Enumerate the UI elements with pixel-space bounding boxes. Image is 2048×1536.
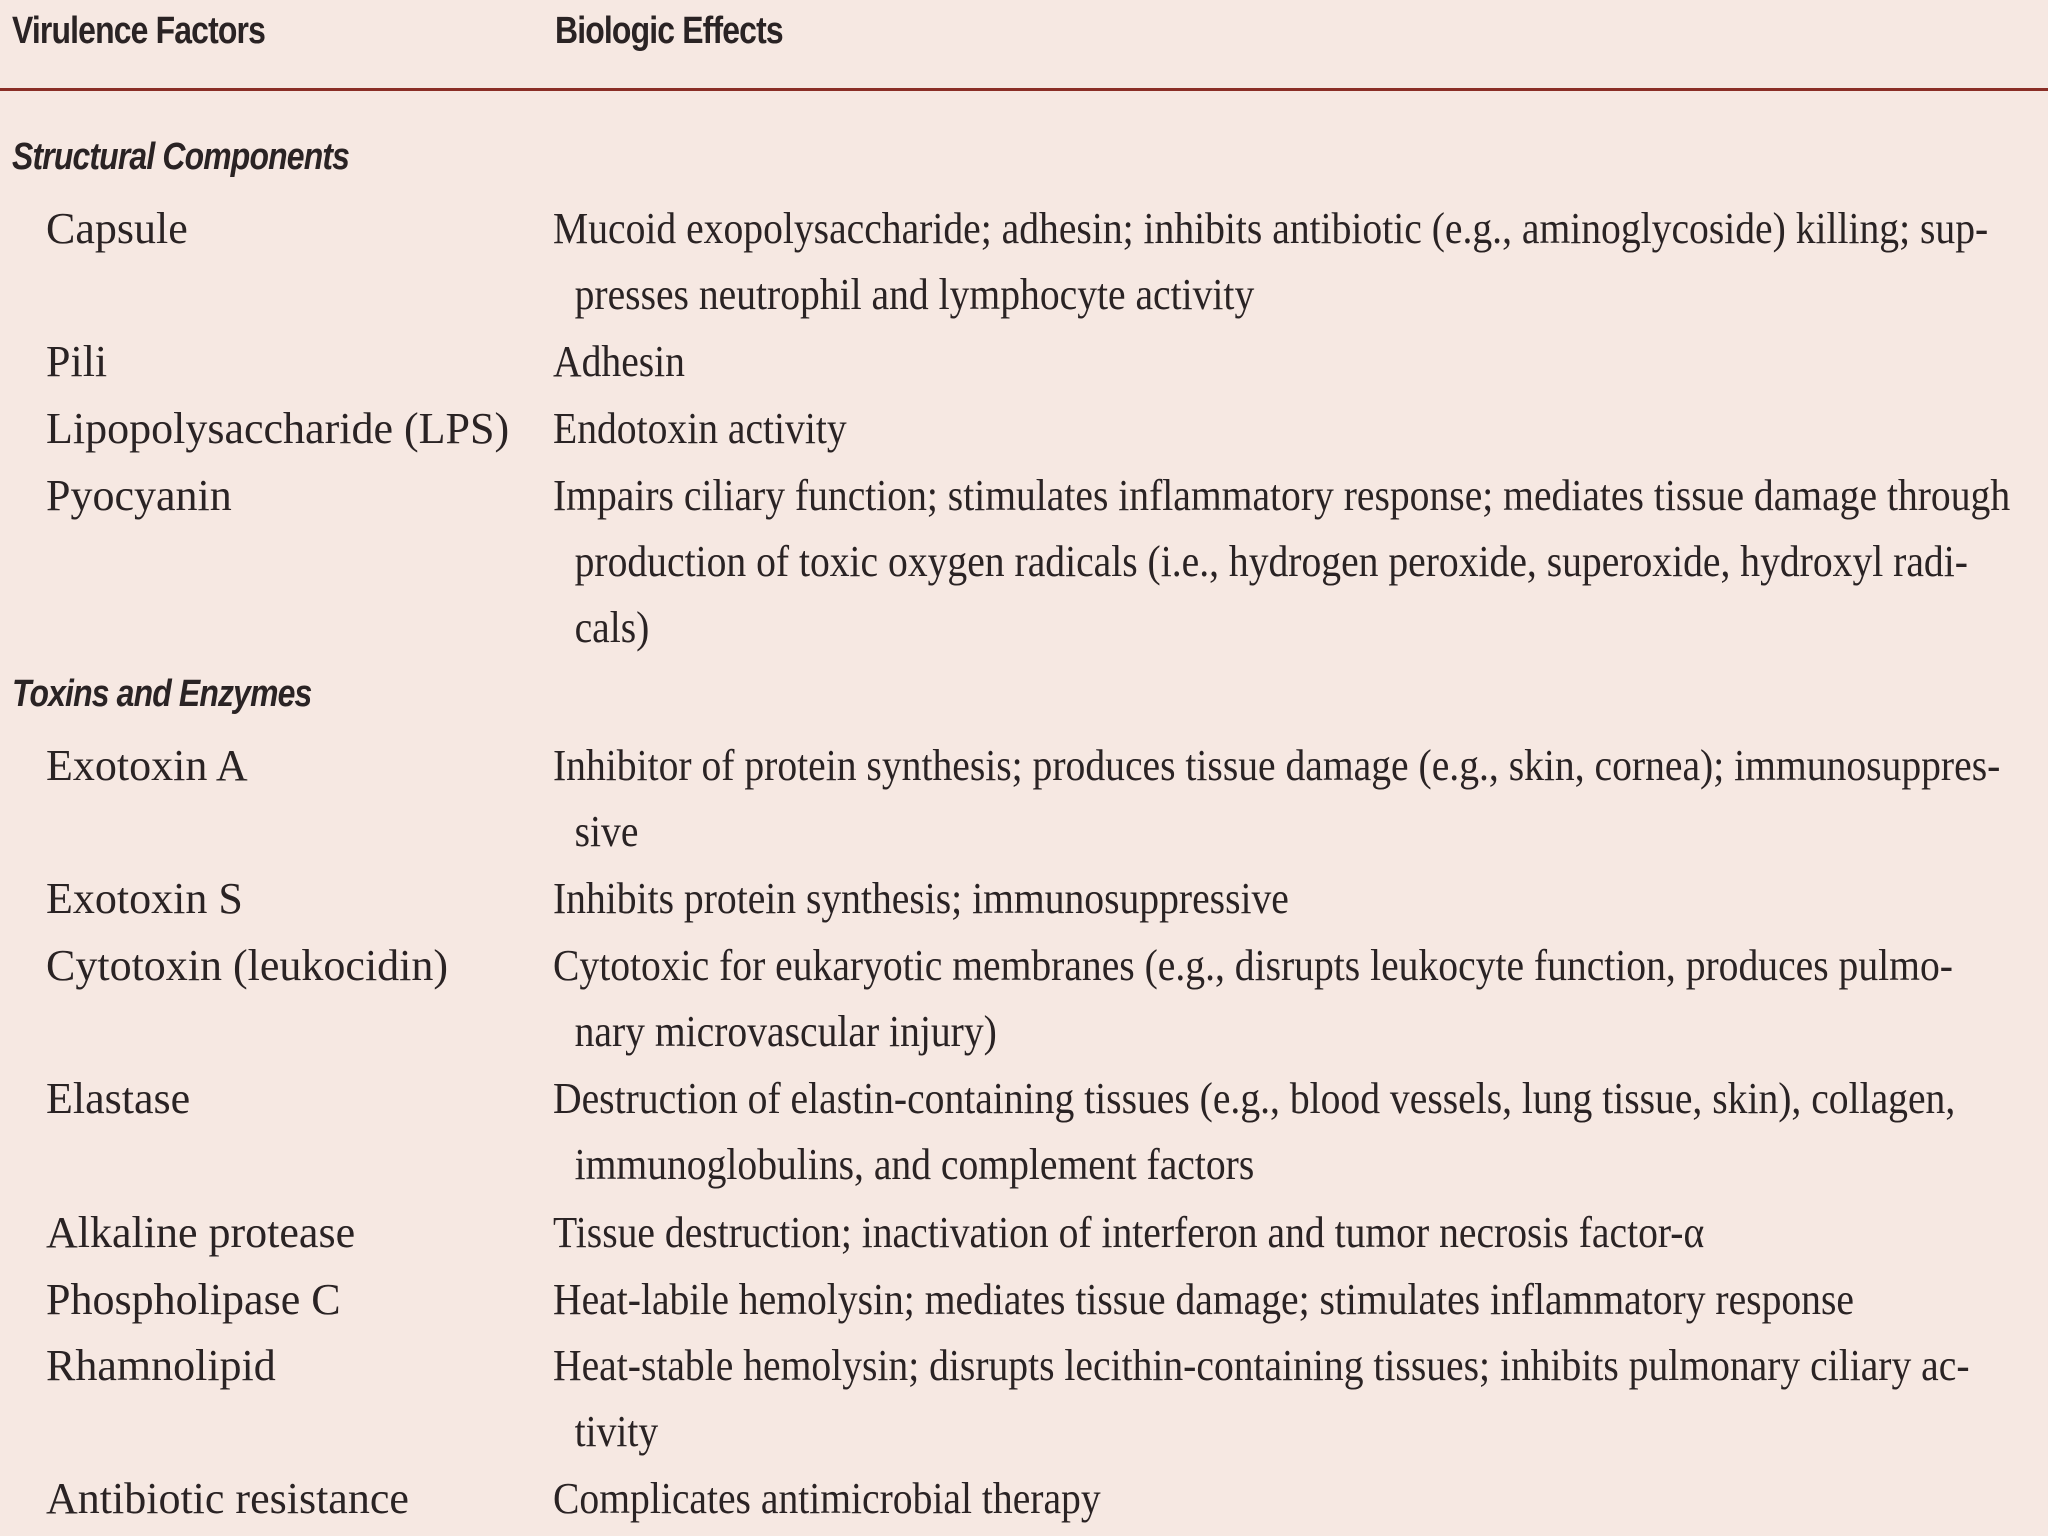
effect-line: production of toxic oxygen radicals (i.e., hydrogen peroxide, superoxide, hydroxyl radi-	[574, 537, 1968, 586]
factor-cytotoxin: Cytotoxin (leukocidin)	[46, 941, 449, 990]
effect-exotoxin-s	[553, 866, 2035, 932]
effect-exotoxin-a	[553, 733, 2035, 865]
effect-line: presses neutrophil and lymphocyte activity	[574, 270, 1255, 319]
effect-line: Inhibitor of protein synthesis; produces tissue damage (e.g., skin, cornea); immunosuppres-	[553, 741, 2001, 790]
effect-line: Mucoid exopolysaccharide; adhesin; inhibits antibiotic (e.g., aminoglycoside) killing; sup-	[553, 204, 1989, 253]
column-header-virulence-factors: Virulence Factors	[12, 10, 266, 52]
effect-line: Heat-stable hemolysin; disrupts lecithin-containing tissues; inhibits pulmonary ciliary ac-	[553, 1341, 1970, 1390]
effect-capsule	[553, 196, 2035, 328]
factor-antibiotic-resistance: Antibiotic resistance	[46, 1474, 409, 1523]
effect-line: Cytotoxic for eukaryotic membranes (e.g., disrupts leukocyte function, produces pulmo-	[553, 941, 1953, 990]
section-title-toxins-and-enzymes: Toxins and Enzymes	[12, 673, 312, 715]
factor-capsule: Capsule	[46, 204, 188, 253]
factor-lipopolysaccharide: Lipopolysaccharide (LPS)	[46, 404, 510, 453]
effect-phospholipase-c	[553, 1267, 2035, 1333]
factor-elastase: Elastase	[46, 1074, 191, 1123]
table-header	[0, 0, 2048, 91]
column-header-biologic-effects: Biologic Effects	[555, 10, 783, 52]
effect-antibiotic-resistance	[553, 1466, 2035, 1532]
effect-line: cals)	[574, 603, 650, 652]
effect-line: Complicates antimicrobial therapy	[553, 1474, 1101, 1523]
effect-pili	[553, 329, 2035, 395]
effect-line: immunoglobulins, and complement factors	[574, 1140, 1255, 1189]
effect-cytotoxin	[553, 933, 2035, 1065]
effect-elastase	[553, 1066, 2035, 1198]
factor-pyocyanin: Pyocyanin	[46, 471, 232, 520]
section-title-structural-components: Structural Components	[12, 136, 350, 178]
effect-line: Impairs ciliary function; stimulates inflammatory response; mediates tissue damage through	[553, 471, 2011, 520]
factor-phospholipase-c: Phospholipase C	[46, 1275, 341, 1324]
effect-line: tivity	[574, 1407, 659, 1456]
effect-lipopolysaccharide	[553, 396, 2035, 462]
effect-line: Adhesin	[553, 337, 685, 386]
effect-rhamnolipid	[553, 1333, 2035, 1465]
effect-line: Endotoxin activity	[553, 404, 847, 453]
effect-line: Inhibits protein synthesis; immunosuppressive	[553, 874, 1289, 923]
factor-exotoxin-a: Exotoxin A	[46, 741, 248, 790]
factor-alkaline-protease: Alkaline protease	[46, 1208, 356, 1257]
factor-rhamnolipid: Rhamnolipid	[46, 1341, 276, 1390]
factor-exotoxin-s: Exotoxin S	[46, 874, 243, 923]
effect-line: nary microvascular injury)	[574, 1007, 997, 1056]
effect-line: Destruction of elastin-containing tissues (e.g., blood vessels, lung tissue, skin), collagen,	[553, 1074, 1956, 1123]
effect-pyocyanin	[553, 463, 2035, 661]
effect-line: sive	[574, 807, 639, 856]
effect-alkaline-protease	[553, 1200, 2035, 1266]
effect-line: Tissue destruction; inactivation of interferon and tumor necrosis factor-α	[553, 1208, 1705, 1257]
factor-pili: Pili	[46, 337, 108, 386]
effect-line: Heat-labile hemolysin; mediates tissue damage; stimulates inflammatory response	[553, 1275, 1854, 1324]
